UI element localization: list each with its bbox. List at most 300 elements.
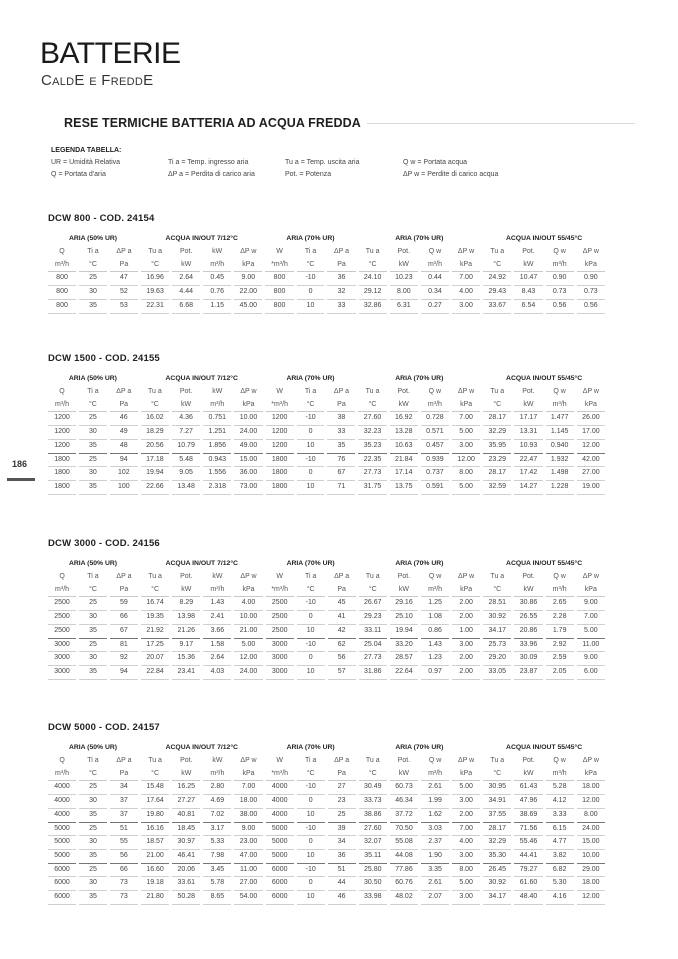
table-cell: 22.31 [141, 300, 169, 314]
table-cell: 1200 [48, 412, 76, 426]
column-header: kW [212, 248, 223, 255]
table-cell: 32.07 [359, 836, 387, 850]
unit-cell: m³/h [546, 399, 574, 413]
table-cell: 34.91 [483, 795, 511, 809]
unit-cell: °C [359, 768, 387, 782]
table-cell: -10 [297, 639, 325, 653]
unit-cell: kW [514, 768, 542, 782]
table-cell: 49 [110, 426, 138, 440]
table-cell: 35 [327, 440, 355, 454]
table-cell: 2500 [48, 611, 76, 625]
table-cell: 1.79 [546, 625, 574, 639]
table-cell: 73 [110, 877, 138, 891]
unit-cell: kW [172, 259, 200, 273]
table-cell: 1800 [266, 454, 294, 468]
group-header-row [48, 373, 605, 386]
column-header: Tu a [490, 573, 505, 580]
table-cell: 18.00 [577, 877, 605, 891]
table-cell: 6.15 [546, 823, 574, 837]
table-cell: 27.73 [358, 467, 386, 481]
column-header: Pot. [397, 573, 411, 580]
table-cell: 0.97 [421, 666, 449, 680]
table-cell: 2500 [48, 625, 76, 639]
table-cell: 51 [110, 823, 138, 837]
section-divider [367, 123, 635, 124]
unit-cell: kPa [452, 399, 480, 413]
unit-cell: kW [390, 399, 418, 413]
unit-cell: m³/h [546, 768, 574, 782]
table-cell: 2.05 [546, 666, 574, 680]
table-cell: 21.92 [141, 625, 169, 639]
column-header: Pot. [397, 388, 410, 395]
table-cell: 47 [110, 272, 138, 286]
table-cell: 1200 [48, 426, 76, 440]
table-cell: 26.67 [359, 597, 387, 611]
table-cell: 35.23 [358, 440, 386, 454]
table-cell: 67 [110, 625, 138, 639]
unit-cell: Pa [328, 768, 356, 782]
table-cell: -10 [297, 454, 325, 468]
table-row [48, 891, 605, 905]
table-cell: 31.86 [359, 666, 387, 680]
table-cell: 0.34 [421, 286, 449, 300]
performance-table [45, 373, 608, 495]
table-cell: 16.92 [390, 412, 418, 426]
table-cell: 0.591 [421, 481, 449, 495]
table-cell: 2.318 [203, 481, 231, 495]
page-title: BATTERIE [40, 37, 181, 70]
table-cell: 27.00 [234, 877, 262, 891]
column-header: Q w [553, 757, 566, 764]
table-cell: 3.00 [452, 639, 480, 653]
group-header-row [48, 742, 605, 755]
unit-cell: m³/h [203, 399, 231, 413]
table-cell: 7.00 [452, 272, 480, 286]
table-cell: 17.42 [514, 467, 542, 481]
table-cell: 0.45 [203, 272, 231, 286]
table-row [48, 412, 605, 426]
unit-cell: kW [172, 584, 200, 598]
unit-cell: kW [390, 584, 418, 598]
unit-cell: kPa [234, 584, 262, 598]
table-cell: 2500 [48, 597, 76, 611]
unit-cell: kW [172, 399, 200, 413]
group-header: ARIA (70% UR) [395, 235, 444, 243]
unit-cell: °C [297, 259, 325, 273]
table-cell: 66 [110, 864, 138, 878]
table-row [48, 850, 605, 864]
table-title: DCW 3000 - COD. 24156 [48, 538, 160, 549]
table-cell: 7.98 [203, 850, 231, 864]
table-cell: 40.81 [172, 809, 200, 823]
column-header: ΔP a [116, 248, 132, 255]
table-cell: 42.00 [577, 454, 605, 468]
table-cell: 1800 [48, 481, 76, 495]
unit-cell: *m³/h [266, 768, 294, 782]
table-cell: 61.60 [514, 877, 542, 891]
table-cell: 60.73 [390, 781, 418, 795]
table-cell: 33 [327, 426, 355, 440]
table-cell: 30 [79, 286, 107, 300]
column-header: Q [59, 573, 65, 580]
table-cell: 3.45 [203, 864, 231, 878]
table-cell: -10 [297, 823, 325, 837]
table-cell: 49.00 [234, 440, 262, 454]
unit-cell: m³/h [48, 768, 76, 782]
table-cell: 4.44 [172, 286, 200, 300]
table-cell: 3000 [266, 639, 294, 653]
unit-cell: kW [172, 768, 200, 782]
table-cell: 28.57 [390, 652, 418, 666]
table-cell: 46 [110, 412, 138, 426]
unit-cell: Pa [327, 259, 355, 273]
column-header: Q w [553, 248, 566, 255]
table-cell: 5.00 [452, 481, 480, 495]
table-cell: 3000 [266, 666, 294, 680]
table-cell: 25 [79, 412, 107, 426]
table-cell: 2.41 [203, 611, 231, 625]
column-header: Tu a [490, 757, 505, 764]
column-header: Pot. [180, 573, 193, 580]
table-row [48, 836, 605, 850]
column-header: ΔP w [582, 248, 599, 255]
table-cell: 1800 [266, 481, 294, 495]
table-block-dcw5000 [48, 722, 608, 905]
table-cell: 10.63 [390, 440, 418, 454]
table-cell: 2.61 [421, 877, 449, 891]
table-cell: 3.66 [203, 625, 231, 639]
table-cell: 2.65 [546, 597, 574, 611]
table-cell: 29.20 [483, 652, 511, 666]
table-cell: 12.00 [452, 454, 480, 468]
table-cell: 45 [328, 597, 356, 611]
table-cell: 20.56 [141, 440, 169, 454]
table-cell: 19.94 [141, 467, 169, 481]
table-cell: -10 [297, 272, 325, 286]
table-cell: 2.64 [172, 272, 200, 286]
table-cell: 22.66 [141, 481, 169, 495]
table-cell: 6.82 [546, 864, 574, 878]
table-cell: 55 [110, 836, 138, 850]
group-header: ACQUA IN/OUT 55/45°C [506, 744, 583, 752]
table-cell: 5000 [48, 850, 76, 864]
table-cell: 25.10 [390, 611, 418, 625]
column-header: ΔP w [240, 573, 257, 580]
unit-cell: °C [358, 399, 386, 413]
table-cell: 33.73 [359, 795, 387, 809]
group-header-row [48, 233, 605, 246]
unit-cell: Pa [110, 768, 138, 782]
legend-item: UR = Umidità Relativa [51, 159, 121, 166]
table-cell: 10 [297, 440, 325, 454]
column-header: Ti a [304, 757, 317, 764]
table-cell: 19.94 [390, 625, 418, 639]
table-cell: 0.751 [203, 412, 231, 426]
table-cell: 17.17 [514, 412, 542, 426]
table-cell: 25 [79, 781, 107, 795]
column-header: Ti a [87, 757, 99, 764]
table-cell: 3.00 [452, 850, 480, 864]
table-cell: 13.75 [390, 481, 418, 495]
table-cell: 4.16 [546, 891, 574, 905]
table-cell: 28.17 [483, 412, 511, 426]
table-cell: 14.27 [514, 481, 542, 495]
table-cell: 52 [110, 286, 138, 300]
unit-cell: m³/h [48, 259, 76, 273]
unit-cell: °C [141, 768, 169, 782]
table-cell: 6000 [48, 864, 76, 878]
table-cell: 33 [327, 300, 355, 314]
table-cell: 1.477 [546, 412, 574, 426]
table-cell: 1.99 [421, 795, 449, 809]
table-cell: 11.00 [577, 639, 605, 653]
unit-cell: m³/h [203, 768, 231, 782]
table-cell: 16.60 [141, 864, 169, 878]
table-cell: 0.73 [546, 286, 574, 300]
column-header: Pot. [522, 248, 535, 255]
column-header: Tu a [148, 573, 162, 580]
table-cell: 12.00 [577, 795, 605, 809]
table-cell: 0 [297, 467, 325, 481]
column-header: ΔP a [116, 388, 132, 395]
table-cell: 38.86 [359, 809, 387, 823]
table-cell: 25 [79, 823, 107, 837]
legend-item: Tu a = Temp. uscita aria [285, 159, 360, 166]
table-cell: 55.46 [514, 836, 542, 850]
table-cell: 5.00 [452, 781, 480, 795]
table-cell: 0.73 [577, 286, 605, 300]
table-cell: 45.00 [234, 300, 262, 314]
table-cell: 4.00 [452, 836, 480, 850]
column-header: Q [59, 248, 65, 255]
table-cell: 4000 [48, 809, 76, 823]
table-cell: 35.11 [359, 850, 387, 864]
column-header: Pot. [522, 573, 535, 580]
table-cell: 32.29 [483, 426, 511, 440]
table-cell: 0 [297, 611, 325, 625]
table-cell: 7.27 [172, 426, 200, 440]
table-cell: 9.17 [172, 639, 200, 653]
table-cell: 19.63 [141, 286, 169, 300]
table-cell: 1.932 [546, 454, 574, 468]
table-cell: 35.95 [483, 440, 511, 454]
column-header-row [48, 246, 605, 259]
column-header: Q w [553, 388, 566, 395]
table-cell: 25 [79, 864, 107, 878]
column-header: Tu a [490, 248, 505, 255]
table-cell: 12.00 [577, 440, 605, 454]
table-cell: 19.18 [141, 877, 169, 891]
table-cell: 2.00 [452, 597, 480, 611]
table-cell: 92 [110, 652, 138, 666]
table-cell: 9.00 [234, 272, 262, 286]
table-cell: 10.47 [514, 272, 542, 286]
table-cell: 36.00 [234, 467, 262, 481]
unit-cell: Pa [328, 584, 356, 598]
column-header-row [48, 755, 605, 768]
column-header: Tu a [365, 388, 380, 395]
unit-cell: °C [297, 584, 325, 598]
table-cell: 4.00 [452, 286, 480, 300]
table-cell: 20.07 [141, 652, 169, 666]
table-cell: 27.60 [359, 823, 387, 837]
table-cell: 10.00 [234, 412, 262, 426]
table-cell: 6000 [48, 877, 76, 891]
column-header: Pot. [397, 757, 411, 764]
table-cell: 1.25 [421, 597, 449, 611]
table-cell: 33.67 [483, 300, 511, 314]
table-cell: 0 [297, 836, 325, 850]
table-cell: 4000 [48, 795, 76, 809]
table-cell: 16.96 [141, 272, 169, 286]
column-header: Pot. [180, 757, 193, 764]
table-cell: 30 [79, 795, 107, 809]
column-header: ΔP w [458, 573, 475, 580]
table-cell: 0.571 [421, 426, 449, 440]
table-cell: 800 [48, 286, 76, 300]
table-row [48, 781, 605, 795]
unit-cell: Pa [110, 399, 138, 413]
table-cell: 2.92 [546, 639, 574, 653]
table-cell: 77.86 [390, 864, 418, 878]
table-cell: 5.00 [452, 877, 480, 891]
column-header: kW [212, 573, 223, 580]
table-cell: 30.09 [514, 652, 542, 666]
column-header: Ti a [304, 248, 317, 255]
unit-cell: kW [514, 399, 542, 413]
unit-cell: °C [79, 584, 107, 598]
table-cell: 33.98 [359, 891, 387, 905]
column-header: Q [59, 388, 65, 395]
table-cell: 30 [79, 426, 107, 440]
unit-cell: °C [141, 259, 169, 273]
table-cell: 1800 [266, 467, 294, 481]
table-cell: 2.37 [421, 836, 449, 850]
table-cell: 24.10 [359, 272, 387, 286]
table-cell: 5000 [266, 823, 294, 837]
unit-cell: kPa [452, 768, 480, 782]
table-cell: 0.44 [421, 272, 449, 286]
table-cell: 6000 [48, 891, 76, 905]
column-header: ΔP a [334, 573, 350, 580]
table-cell: 33.61 [172, 877, 200, 891]
table-block-dcw3000 [48, 538, 608, 680]
table-cell: 2.00 [452, 809, 480, 823]
table-cell: 21.00 [234, 625, 262, 639]
table-cell: 38.69 [514, 809, 542, 823]
table-cell: 0.737 [421, 467, 449, 481]
units-row [48, 259, 605, 273]
unit-cell: kPa [577, 259, 605, 273]
table-title: DCW 1500 - COD. 24155 [48, 353, 160, 364]
table-cell: 30.49 [359, 781, 387, 795]
table-row [48, 666, 605, 680]
legend-item: ΔP w = Perdite di carico acqua [403, 171, 499, 178]
table-cell: 35 [79, 440, 107, 454]
table-cell: 3000 [48, 666, 76, 680]
table-cell: 37.55 [483, 809, 511, 823]
column-header: Pot. [179, 388, 193, 395]
table-cell: 70.50 [390, 823, 418, 837]
table-cell: 32.23 [358, 426, 386, 440]
unit-cell: m³/h [48, 399, 76, 413]
table-cell: 3.00 [452, 795, 480, 809]
table-cell: 30 [79, 467, 107, 481]
table-cell: 8.00 [577, 809, 605, 823]
table-cell: 9.00 [577, 597, 605, 611]
legend-item: Pot. = Potenza [285, 171, 332, 178]
table-cell: 48.40 [514, 891, 542, 905]
table-cell: 50.28 [172, 891, 200, 905]
table-cell: 13.28 [390, 426, 418, 440]
table-cell: 7.02 [203, 809, 231, 823]
group-header: ARIA (70% UR) [395, 744, 444, 752]
column-header: Q w [553, 573, 566, 580]
table-cell: 5000 [48, 823, 76, 837]
table-cell: 35 [79, 809, 107, 823]
table-cell: 61.43 [514, 781, 542, 795]
table-cell: 1.145 [546, 426, 574, 440]
table-cell: 17.25 [141, 639, 169, 653]
table-cell: 10.23 [390, 272, 418, 286]
table-cell: 22.64 [390, 666, 418, 680]
column-header-row [48, 571, 605, 584]
table-cell: 4.03 [203, 666, 231, 680]
table-cell: -10 [297, 864, 325, 878]
table-cell: 5.78 [203, 877, 231, 891]
table-cell: 6000 [266, 891, 294, 905]
table-row [48, 454, 605, 468]
table-cell: 44.41 [514, 850, 542, 864]
table-cell: 27.00 [577, 467, 605, 481]
table-cell: 0 [297, 795, 325, 809]
table-cell: 23.00 [234, 836, 262, 850]
section-heading [64, 116, 635, 130]
table-cell: 1.856 [203, 440, 231, 454]
column-header: Ti a [87, 388, 99, 395]
table-row [48, 597, 605, 611]
table-cell: 0.457 [421, 440, 449, 454]
group-header: ACQUA IN/OUT 7/12°C [165, 560, 238, 568]
table-cell: 1200 [266, 426, 294, 440]
table-cell: 36 [328, 850, 356, 864]
table-cell: 57 [328, 666, 356, 680]
unit-cell: kPa [234, 399, 262, 413]
table-cell: 25 [328, 809, 356, 823]
table-cell: 38 [327, 412, 355, 426]
column-header: Tu a [148, 757, 162, 764]
table-cell: 15.36 [172, 652, 200, 666]
unit-cell: °C [79, 259, 107, 273]
unit-cell: °C [141, 399, 169, 413]
table-cell: 1.90 [421, 850, 449, 864]
legend [51, 147, 553, 178]
table-cell: 5000 [48, 836, 76, 850]
table-cell: 6.68 [172, 300, 200, 314]
table-cell: 11.00 [234, 864, 262, 878]
table-cell: 1.498 [546, 467, 574, 481]
table-cell: 15.00 [234, 454, 262, 468]
group-header: ACQUA IN/OUT 7/12°C [165, 235, 238, 243]
table-cell: 18.57 [141, 836, 169, 850]
table-cell: 39 [328, 823, 356, 837]
column-header: ΔP w [240, 388, 257, 395]
table-cell: 10 [297, 300, 325, 314]
table-cell: 10.00 [577, 850, 605, 864]
table-cell: 21.80 [141, 891, 169, 905]
table-cell: 33.20 [390, 639, 418, 653]
table-cell: 16.25 [172, 781, 200, 795]
